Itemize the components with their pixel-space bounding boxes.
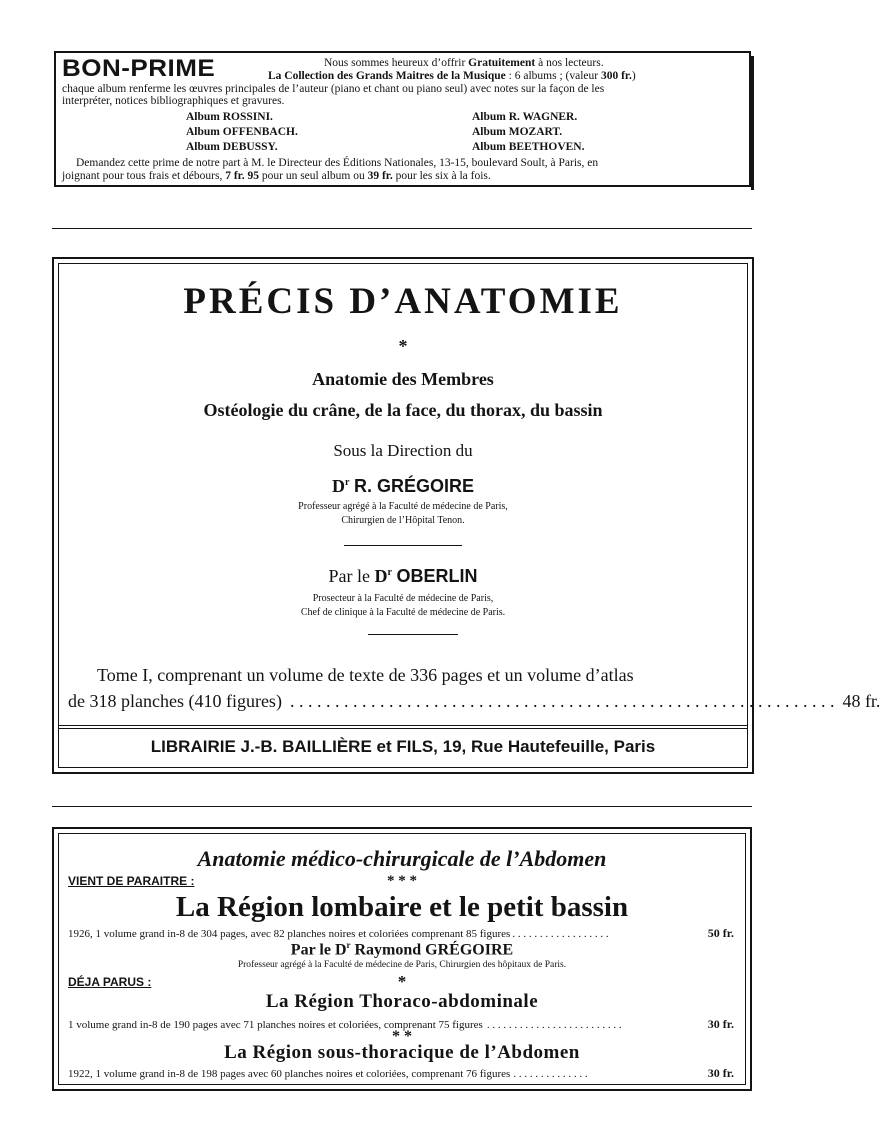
order-text-mid: pour un seul album ou: [258, 170, 368, 182]
precis-publisher: LIBRAIRIE J.-B. BAILLIÈRE et FILS, 19, Rue Hautefeuille, Paris: [150, 737, 656, 756]
deja-parus-label: DÉJA PARUS :: [68, 975, 152, 989]
publisher-rule: [58, 725, 748, 726]
abdomen-author: [52, 940, 752, 959]
precis-asterisk: *: [398, 336, 408, 356]
author-1-name: R. GRÉGOIRE: [353, 476, 474, 496]
publisher-rule: [58, 728, 748, 729]
precis-subtitle-1: Anatomie des Membres: [312, 369, 494, 389]
intro-text: Nous sommes heureux d’offrir: [324, 57, 469, 69]
album-item: Album DEBUSSY.: [186, 141, 278, 153]
album-item: Album MOZART.: [472, 126, 563, 138]
book-2-extent: 1 volume grand in-8 de 190 pages avec 71 planches noires et coloriées, comprenant 75 figures: [68, 1019, 483, 1031]
book-3-price: 30 fr.: [707, 1066, 734, 1080]
author-2-prefix-sup: r: [387, 567, 392, 578]
bon-prime-collection: [268, 70, 636, 82]
dot-leader: . . . . . . . . . . . . . . . . . . . . . . . . . . . . . . . . . . . . . . . . . . . . . . . . . . . . . . . . . . . . .: [289, 691, 835, 711]
precis-title: PRÉCIS D’ANATOMIE: [183, 281, 623, 322]
separator-rule: [52, 806, 752, 807]
precis-author-1-title-2: Chirurgien de l’Hôpital Tenon.: [341, 515, 465, 526]
author-2-prefix: D: [374, 566, 388, 586]
bon-prime-order-2: [62, 170, 491, 182]
abdomen-series-title: Anatomie médico-chirurgicale de l’Abdomen: [197, 846, 607, 871]
abdomen-author-title: Professeur agrégé à la Faculté de médecine de Paris, Chirurgien des hôpitaux de Paris.: [237, 960, 567, 970]
dot-leader: . . . . . . . . . . . . . . . . . .: [512, 928, 609, 940]
album-item: Album OFFENBACH.: [186, 126, 298, 138]
tome-extent: de 318 planches (410 figures): [68, 691, 282, 711]
book-2-price: 30 fr.: [707, 1017, 734, 1031]
precis-author-2-title-2: Chef de clinique à la Faculté de médecine de Paris.: [300, 607, 506, 618]
album-item: Album R. WAGNER.: [472, 111, 578, 123]
collection-close: ): [631, 70, 636, 82]
bon-prime-description-2: interpréter, notices bibliographiques et gravures.: [62, 95, 285, 107]
precis-author-1-title-1: Professeur agrégé à la Faculté de médecine de Paris,: [298, 501, 508, 512]
vient-de-paraitre-label: VIENT DE PARAITRE :: [68, 874, 195, 888]
separator-rule: [52, 228, 752, 229]
author-prefix: D: [334, 941, 347, 959]
precis-tome-line-1: Tome I, comprenant un volume de texte de 336 pages et un volume d’atlas: [97, 665, 634, 685]
bon-prime-order-1: Demandez cette prime de notre part à M. le Directeur des Éditions Nationales, 13-15, boulevard Soult, à Paris, en: [76, 157, 599, 169]
star-separator: *: [397, 972, 407, 991]
precis-tome-line-2: [68, 691, 880, 712]
book-3-detail: [68, 1066, 734, 1081]
bon-prime-box: [54, 51, 751, 187]
bon-prime-title: BON-PRIME: [62, 54, 216, 82]
intro-text-end: à nos lecteurs.: [535, 57, 604, 69]
precis-author-2-title-1: Prosecteur à la Faculté de médecine de Paris,: [312, 593, 494, 604]
divider-line: [344, 545, 462, 546]
stars-separator: * *: [392, 1028, 412, 1045]
dot-leader: . . . . . . . . . . . . . .: [513, 1068, 588, 1080]
album-item: Album ROSSINI.: [186, 111, 273, 123]
author-name: Raymond GRÉGOIRE: [354, 941, 514, 959]
author-2-name: OBERLIN: [396, 566, 478, 586]
divider-line: [368, 634, 458, 635]
author-1-prefix-sup: r: [345, 477, 350, 488]
precis-author-1: [52, 476, 754, 497]
main-book-detail: [68, 926, 734, 941]
collection-name: La Collection des Grands Maitres de la Musique: [268, 70, 506, 82]
collection-detail: : 6 albums ; (valeur: [505, 70, 601, 82]
main-book-title: La Région lombaire et le petit bassin: [175, 891, 629, 923]
order-text: joignant pour tous frais et débours,: [62, 170, 226, 182]
precis-direction: Sous la Direction du: [333, 441, 473, 460]
main-book-price: 50 fr.: [707, 926, 734, 940]
precis-subtitle-2: Ostéologie du crâne, de la face, du thorax, du bassin: [203, 400, 603, 420]
bon-prime-intro: [324, 57, 604, 69]
precis-author-2: [52, 566, 754, 587]
author-par: Par le: [290, 941, 335, 959]
dot-leader: . . . . . . . . . . . . . . . . . . . . . . . . .: [486, 1019, 622, 1031]
author-2-par: Par le: [328, 566, 375, 586]
collection-value: 300 fr.: [600, 70, 632, 82]
book-3-extent: 1922, 1 volume grand in-8 de 198 pages avec 60 planches noires et coloriées, comprenant 76 figures: [68, 1068, 511, 1080]
order-text-end: pour les six à la fois.: [392, 170, 491, 182]
bon-prime-description-1: chaque album renferme les œuvres principales de l’auteur (piano et chant ou piano seul) avec notes sur la façon de les: [62, 83, 605, 95]
album-item: Album BEETHOVEN.: [472, 141, 585, 153]
author-1-prefix: D: [332, 476, 346, 496]
tome-price: 48 fr.: [842, 691, 880, 711]
author-prefix-sup: r: [346, 940, 351, 950]
book-2-title: La Région Thoraco-abdominale: [265, 991, 539, 1012]
order-price-single: 7 fr. 95: [225, 170, 259, 182]
book-3-title: La Région sous-thoracique de l’Abdomen: [224, 1042, 580, 1063]
stars-separator: * * *: [387, 873, 417, 889]
intro-bold: Gratuitement: [468, 57, 536, 69]
order-price-six: 39 fr.: [367, 170, 393, 182]
main-book-extent: 1926, 1 volume grand in-8 de 304 pages, avec 82 planches noires et coloriées comprenant 85 figures: [68, 928, 511, 940]
